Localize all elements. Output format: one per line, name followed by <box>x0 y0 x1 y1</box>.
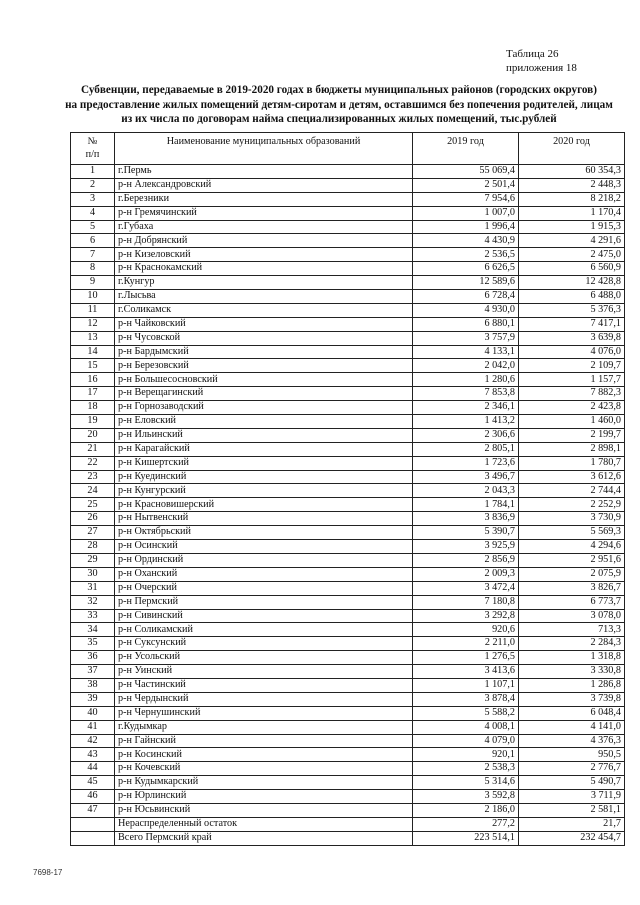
row-value-2020: 3 826,7 <box>519 581 625 595</box>
table-row <box>71 692 625 706</box>
table-row <box>71 331 625 345</box>
row-number: 39 <box>71 692 115 706</box>
table-row <box>71 456 625 470</box>
row-number: 27 <box>71 526 115 540</box>
row-municipality: р-н Частинский <box>115 678 413 692</box>
row-municipality: р-н Ильинский <box>115 428 413 442</box>
row-number: 38 <box>71 678 115 692</box>
row-value-2020: 7 882,3 <box>519 387 625 401</box>
row-municipality: р-н Горнозаводский <box>115 401 413 415</box>
row-number: 34 <box>71 623 115 637</box>
row-municipality: р-н Кизеловский <box>115 248 413 262</box>
row-value-2019: 4 079,0 <box>413 734 519 748</box>
row-value-2020: 1 286,8 <box>519 678 625 692</box>
row-number: 33 <box>71 609 115 623</box>
row-value-2019: 3 292,8 <box>413 609 519 623</box>
row-municipality: р-н Чусовской <box>115 331 413 345</box>
table-row <box>71 595 625 609</box>
row-number: 23 <box>71 470 115 484</box>
row-number: 42 <box>71 734 115 748</box>
table-row <box>71 276 625 290</box>
row-value-2019: 3 472,4 <box>413 581 519 595</box>
row-number: 19 <box>71 415 115 429</box>
row-number: 35 <box>71 637 115 651</box>
row-value-2020: 5 569,3 <box>519 526 625 540</box>
row-number: 21 <box>71 442 115 456</box>
row-municipality: р-н Пермский <box>115 595 413 609</box>
row-municipality: р-н Суксунский <box>115 637 413 651</box>
row-number: 32 <box>71 595 115 609</box>
caption-table-number: Таблица 26 <box>506 48 559 60</box>
row-municipality: р-н Чернушинский <box>115 706 413 720</box>
row-municipality: р-н Большесосновский <box>115 373 413 387</box>
row-number: 17 <box>71 387 115 401</box>
row-value-2019: 2 043,3 <box>413 484 519 498</box>
unallocated-row-value-2020: 21,7 <box>519 817 625 831</box>
row-value-2020: 3 078,0 <box>519 609 625 623</box>
table-body <box>71 165 625 846</box>
row-number: 24 <box>71 484 115 498</box>
row-value-2019: 2 042,0 <box>413 359 519 373</box>
row-municipality: р-н Гремячинский <box>115 206 413 220</box>
row-value-2019: 7 954,6 <box>413 192 519 206</box>
row-number: 14 <box>71 345 115 359</box>
row-value-2019: 3 592,8 <box>413 790 519 804</box>
row-number: 28 <box>71 540 115 554</box>
row-value-2020: 2 075,9 <box>519 567 625 581</box>
table-row <box>71 748 625 762</box>
total-row-number <box>71 831 115 845</box>
row-number: 13 <box>71 331 115 345</box>
row-value-2019: 3 925,9 <box>413 540 519 554</box>
table-row <box>71 734 625 748</box>
header-year-2020: 2020 год <box>519 133 625 165</box>
table-row <box>71 415 625 429</box>
row-value-2020: 60 354,3 <box>519 165 625 179</box>
row-value-2020: 3 330,8 <box>519 665 625 679</box>
total-row-label: Всего Пермский край <box>115 831 413 845</box>
row-municipality: р-н Осинский <box>115 540 413 554</box>
row-value-2019: 2 186,0 <box>413 803 519 817</box>
table-row <box>71 540 625 554</box>
unallocated-row-label: Нераспределенный остаток <box>115 817 413 831</box>
table-row <box>71 553 625 567</box>
table-row <box>71 290 625 304</box>
row-municipality: р-н Нытвенский <box>115 512 413 526</box>
row-value-2020: 2 423,8 <box>519 401 625 415</box>
row-municipality: р-н Кишертский <box>115 456 413 470</box>
row-value-2019: 3 878,4 <box>413 692 519 706</box>
row-number: 22 <box>71 456 115 470</box>
row-municipality: р-н Юсьвинский <box>115 803 413 817</box>
row-number: 45 <box>71 776 115 790</box>
table-row <box>71 720 625 734</box>
row-number: 43 <box>71 748 115 762</box>
row-municipality: р-н Косинский <box>115 748 413 762</box>
row-value-2020: 2 252,9 <box>519 498 625 512</box>
row-municipality: р-н Октябрьский <box>115 526 413 540</box>
row-municipality: р-н Сивинский <box>115 609 413 623</box>
unallocated-row <box>71 817 625 831</box>
row-value-2019: 7 853,8 <box>413 387 519 401</box>
row-value-2019: 3 757,9 <box>413 331 519 345</box>
row-value-2019: 1 996,4 <box>413 220 519 234</box>
row-municipality: г.Пермь <box>115 165 413 179</box>
row-value-2020: 1 318,8 <box>519 651 625 665</box>
row-number: 30 <box>71 567 115 581</box>
table-row <box>71 220 625 234</box>
row-municipality: г.Соликамск <box>115 303 413 317</box>
row-number: 12 <box>71 317 115 331</box>
table-row <box>71 373 625 387</box>
row-municipality: р-н Еловский <box>115 415 413 429</box>
row-value-2020: 1 460,0 <box>519 415 625 429</box>
row-value-2020: 6 773,7 <box>519 595 625 609</box>
table-row <box>71 303 625 317</box>
row-value-2019: 3 413,6 <box>413 665 519 679</box>
row-value-2020: 8 218,2 <box>519 192 625 206</box>
row-value-2019: 55 069,4 <box>413 165 519 179</box>
row-value-2019: 2 805,1 <box>413 442 519 456</box>
unallocated-row-value-2019: 277,2 <box>413 817 519 831</box>
header-year-2019: 2019 год <box>413 133 519 165</box>
row-value-2020: 12 428,8 <box>519 276 625 290</box>
table-row <box>71 512 625 526</box>
row-value-2020: 1 157,7 <box>519 373 625 387</box>
table-row <box>71 428 625 442</box>
table-row <box>71 345 625 359</box>
row-value-2020: 5 490,7 <box>519 776 625 790</box>
row-number: 18 <box>71 401 115 415</box>
total-row-value-2020: 232 454,7 <box>519 831 625 845</box>
table-row <box>71 484 625 498</box>
title-line-2: на предоставление жилых помещений детям-сиротам и детям, оставшимся без попечения родителей, лицам <box>65 98 613 111</box>
document-code: 7698-17 <box>33 868 63 877</box>
row-value-2019: 6 728,4 <box>413 290 519 304</box>
table-row <box>71 498 625 512</box>
row-value-2020: 5 376,3 <box>519 303 625 317</box>
row-value-2019: 4 008,1 <box>413 720 519 734</box>
row-value-2019: 2 009,3 <box>413 567 519 581</box>
row-value-2019: 5 390,7 <box>413 526 519 540</box>
row-value-2019: 1 007,0 <box>413 206 519 220</box>
row-value-2019: 920,6 <box>413 623 519 637</box>
row-value-2020: 3 739,8 <box>519 692 625 706</box>
row-value-2020: 3 730,9 <box>519 512 625 526</box>
row-value-2019: 4 430,9 <box>413 234 519 248</box>
row-value-2020: 2 776,7 <box>519 762 625 776</box>
row-value-2020: 6 488,0 <box>519 290 625 304</box>
table-row <box>71 678 625 692</box>
row-value-2019: 1 280,6 <box>413 373 519 387</box>
table-row <box>71 706 625 720</box>
row-number: 31 <box>71 581 115 595</box>
row-value-2020: 1 170,4 <box>519 206 625 220</box>
row-number: 11 <box>71 303 115 317</box>
table-row <box>71 387 625 401</box>
row-number: 26 <box>71 512 115 526</box>
subventions-table <box>70 132 625 846</box>
row-value-2019: 2 346,1 <box>413 401 519 415</box>
row-municipality: р-н Оханский <box>115 567 413 581</box>
header-number-symbol: № <box>87 136 98 147</box>
row-number: 41 <box>71 720 115 734</box>
row-municipality: р-н Кунгурский <box>115 484 413 498</box>
row-number: 7 <box>71 248 115 262</box>
row-value-2020: 2 744,4 <box>519 484 625 498</box>
row-number: 2 <box>71 178 115 192</box>
table-row <box>71 637 625 651</box>
row-value-2019: 2 536,5 <box>413 248 519 262</box>
document-title <box>58 83 620 127</box>
row-value-2019: 4 133,1 <box>413 345 519 359</box>
row-municipality: г.Кудымкар <box>115 720 413 734</box>
row-value-2019: 5 588,2 <box>413 706 519 720</box>
table-row <box>71 262 625 276</box>
row-value-2020: 2 475,0 <box>519 248 625 262</box>
row-value-2019: 4 930,0 <box>413 303 519 317</box>
table-row <box>71 762 625 776</box>
table-row <box>71 206 625 220</box>
table-row <box>71 609 625 623</box>
header-number-abbr: п/п <box>85 149 100 160</box>
row-value-2020: 4 076,0 <box>519 345 625 359</box>
row-value-2020: 6 048,4 <box>519 706 625 720</box>
total-row <box>71 831 625 845</box>
table-caption <box>506 47 577 75</box>
row-value-2020: 3 639,8 <box>519 331 625 345</box>
row-value-2019: 1 107,1 <box>413 678 519 692</box>
row-value-2020: 2 284,3 <box>519 637 625 651</box>
row-number: 46 <box>71 790 115 804</box>
row-municipality: р-н Чайковский <box>115 317 413 331</box>
table-row <box>71 665 625 679</box>
row-municipality: р-н Соликамский <box>115 623 413 637</box>
row-value-2020: 4 141,0 <box>519 720 625 734</box>
table-header-row <box>71 133 625 165</box>
row-municipality: р-н Александровский <box>115 178 413 192</box>
table-row <box>71 470 625 484</box>
row-municipality: р-н Березовский <box>115 359 413 373</box>
table-row <box>71 401 625 415</box>
row-value-2020: 4 294,6 <box>519 540 625 554</box>
table-row <box>71 248 625 262</box>
row-municipality: р-н Добрянский <box>115 234 413 248</box>
row-value-2019: 5 314,6 <box>413 776 519 790</box>
header-number <box>71 133 115 165</box>
row-value-2019: 920,1 <box>413 748 519 762</box>
row-value-2020: 6 560,9 <box>519 262 625 276</box>
row-value-2019: 1 723,6 <box>413 456 519 470</box>
row-value-2019: 2 211,0 <box>413 637 519 651</box>
row-value-2019: 1 413,2 <box>413 415 519 429</box>
row-municipality: р-н Гайнский <box>115 734 413 748</box>
table-row <box>71 442 625 456</box>
table-row <box>71 567 625 581</box>
table-row <box>71 623 625 637</box>
row-number: 20 <box>71 428 115 442</box>
row-municipality: р-н Куединский <box>115 470 413 484</box>
header-municipality: Наименование муниципальных образований <box>115 133 413 165</box>
table-row <box>71 359 625 373</box>
row-municipality: р-н Кудымкарский <box>115 776 413 790</box>
row-municipality: р-н Краснокамский <box>115 262 413 276</box>
row-number: 9 <box>71 276 115 290</box>
table-row <box>71 234 625 248</box>
row-number: 3 <box>71 192 115 206</box>
row-municipality: р-н Красновишерский <box>115 498 413 512</box>
row-value-2019: 6 880,1 <box>413 317 519 331</box>
row-municipality: р-н Юрлинский <box>115 790 413 804</box>
row-number: 36 <box>71 651 115 665</box>
row-municipality: р-н Кочевский <box>115 762 413 776</box>
row-number: 1 <box>71 165 115 179</box>
row-value-2020: 7 417,1 <box>519 317 625 331</box>
row-value-2019: 2 538,3 <box>413 762 519 776</box>
row-number: 8 <box>71 262 115 276</box>
row-value-2020: 1 915,3 <box>519 220 625 234</box>
row-municipality: р-н Карагайский <box>115 442 413 456</box>
row-value-2019: 2 501,4 <box>413 178 519 192</box>
row-value-2019: 6 626,5 <box>413 262 519 276</box>
row-municipality: р-н Верещагинский <box>115 387 413 401</box>
row-municipality: р-н Чердынский <box>115 692 413 706</box>
table-row <box>71 776 625 790</box>
row-number: 25 <box>71 498 115 512</box>
row-value-2020: 3 711,9 <box>519 790 625 804</box>
row-municipality: г.Кунгур <box>115 276 413 290</box>
table-row <box>71 651 625 665</box>
row-value-2020: 2 898,1 <box>519 442 625 456</box>
row-number: 40 <box>71 706 115 720</box>
table-row <box>71 581 625 595</box>
row-value-2020: 4 376,3 <box>519 734 625 748</box>
unallocated-row-number <box>71 817 115 831</box>
row-value-2020: 2 448,3 <box>519 178 625 192</box>
row-value-2020: 1 780,7 <box>519 456 625 470</box>
table-row <box>71 165 625 179</box>
table-row <box>71 526 625 540</box>
row-value-2019: 2 306,6 <box>413 428 519 442</box>
row-municipality: р-н Усольский <box>115 651 413 665</box>
row-municipality: г.Губаха <box>115 220 413 234</box>
row-value-2019: 1 276,5 <box>413 651 519 665</box>
row-value-2020: 2 951,6 <box>519 553 625 567</box>
table-row <box>71 192 625 206</box>
row-municipality: р-н Уинский <box>115 665 413 679</box>
row-municipality: г.Березники <box>115 192 413 206</box>
title-line-1: Субвенции, передаваемые в 2019-2020 годах в бюджеты муниципальных районов (городских округов) <box>81 84 597 96</box>
row-value-2020: 2 109,7 <box>519 359 625 373</box>
row-number: 10 <box>71 290 115 304</box>
row-value-2020: 3 612,6 <box>519 470 625 484</box>
row-municipality: р-н Бардымский <box>115 345 413 359</box>
row-number: 44 <box>71 762 115 776</box>
row-municipality: р-н Ординский <box>115 553 413 567</box>
row-value-2020: 4 291,6 <box>519 234 625 248</box>
row-number: 15 <box>71 359 115 373</box>
row-value-2019: 12 589,6 <box>413 276 519 290</box>
row-value-2020: 713,3 <box>519 623 625 637</box>
caption-appendix: приложения 18 <box>506 62 577 74</box>
table-row <box>71 790 625 804</box>
row-number: 29 <box>71 553 115 567</box>
row-value-2019: 3 836,9 <box>413 512 519 526</box>
row-value-2019: 3 496,7 <box>413 470 519 484</box>
row-value-2020: 950,5 <box>519 748 625 762</box>
row-number: 4 <box>71 206 115 220</box>
row-value-2019: 1 784,1 <box>413 498 519 512</box>
table-row <box>71 803 625 817</box>
table-row <box>71 317 625 331</box>
row-number: 37 <box>71 665 115 679</box>
row-number: 6 <box>71 234 115 248</box>
row-value-2020: 2 581,1 <box>519 803 625 817</box>
row-municipality: г.Лысьва <box>115 290 413 304</box>
table-row <box>71 178 625 192</box>
total-row-value-2019: 223 514,1 <box>413 831 519 845</box>
row-number: 5 <box>71 220 115 234</box>
row-number: 16 <box>71 373 115 387</box>
row-number: 47 <box>71 803 115 817</box>
row-municipality: р-н Очерский <box>115 581 413 595</box>
row-value-2020: 2 199,7 <box>519 428 625 442</box>
row-value-2019: 7 180,8 <box>413 595 519 609</box>
title-line-3: из их числа по договорам найма специализированных жилых помещений, тыс.рублей <box>121 113 557 125</box>
row-value-2019: 2 856,9 <box>413 553 519 567</box>
